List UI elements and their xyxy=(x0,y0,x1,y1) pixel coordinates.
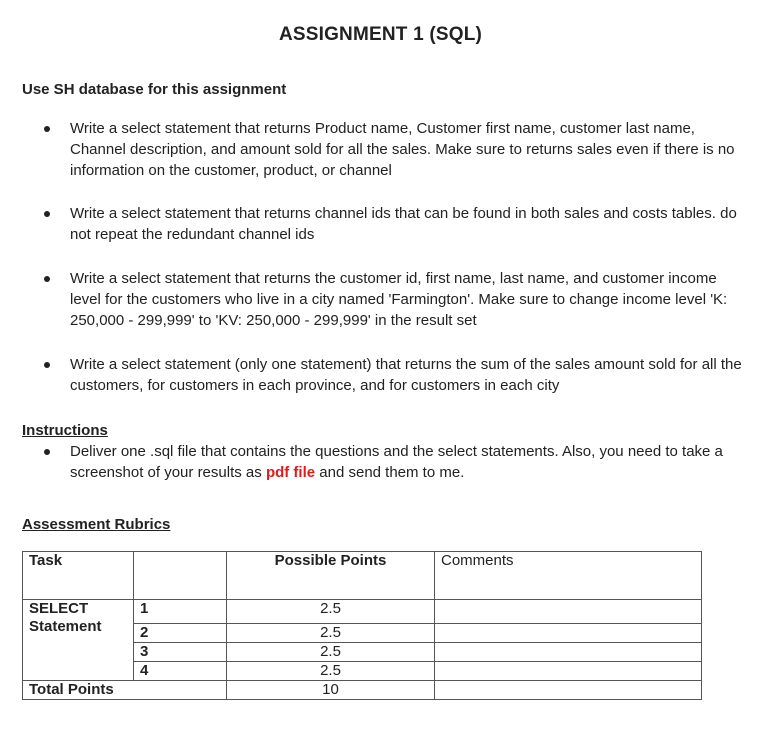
total-label: Total Points xyxy=(23,681,227,700)
task-comments xyxy=(435,600,702,624)
subtitle: Use SH database for this assignment xyxy=(22,81,287,98)
rubric-heading: Assessment Rubrics xyxy=(22,516,171,533)
task-points: 2.5 xyxy=(227,624,435,643)
task-comments xyxy=(435,662,702,681)
task-item-2: Write a select statement that returns channel ids that can be found in both sales and costs tables. do not repeat the redundant channel ids xyxy=(70,203,748,245)
task-item-4: Write a select statement (only one statement) that returns the sum of the sales amount sold for all the customers, for customers in each province, and for customers in each city xyxy=(70,354,748,396)
task-points: 2.5 xyxy=(227,600,435,624)
header-task: Task xyxy=(23,552,134,600)
task-points: 2.5 xyxy=(227,662,435,681)
instructions-text-after: and send them to me. xyxy=(315,464,465,481)
select-statement-label: SELECT Statement xyxy=(23,600,134,681)
total-comments xyxy=(435,681,702,700)
instructions-item xyxy=(70,441,748,483)
task-item-1: Write a select statement that returns Product name, Customer first name, customer last name, Channel description, and amount sold for all the sales. Make sure to returns sales even if there is no information on the customer, product, or channel xyxy=(70,118,748,181)
rubric-header-row xyxy=(23,552,702,600)
table-row xyxy=(23,600,702,624)
task-comments xyxy=(435,624,702,643)
total-row xyxy=(23,681,702,700)
instructions-heading: Instructions xyxy=(22,422,108,439)
page-title: ASSIGNMENT 1 (SQL) xyxy=(278,24,483,45)
task-number: 1 xyxy=(134,600,227,624)
header-comments: Comments xyxy=(435,552,702,600)
task-comments xyxy=(435,643,702,662)
task-number: 4 xyxy=(134,662,227,681)
rubric-table xyxy=(22,551,702,700)
task-item-3: Write a select statement that returns the customer id, first name, last name, and customer income level for the customers who live in a city named 'Farmington'. Make sure to change income level 'K: 250,000 - 299,999' to 'KV: 250,000 - 299,999' in the result set xyxy=(70,268,748,331)
pdf-file-highlight: pdf file xyxy=(265,464,316,481)
total-points: 10 xyxy=(227,681,435,700)
task-number: 2 xyxy=(134,624,227,643)
header-points: Possible Points xyxy=(227,552,435,600)
instructions-text-before: Deliver one .sql file that contains the questions and the select statements. Also, you need to take a screenshot of your results as xyxy=(70,443,723,481)
task-number: 3 xyxy=(134,643,227,662)
task-points: 2.5 xyxy=(227,643,435,662)
header-num xyxy=(134,552,227,600)
